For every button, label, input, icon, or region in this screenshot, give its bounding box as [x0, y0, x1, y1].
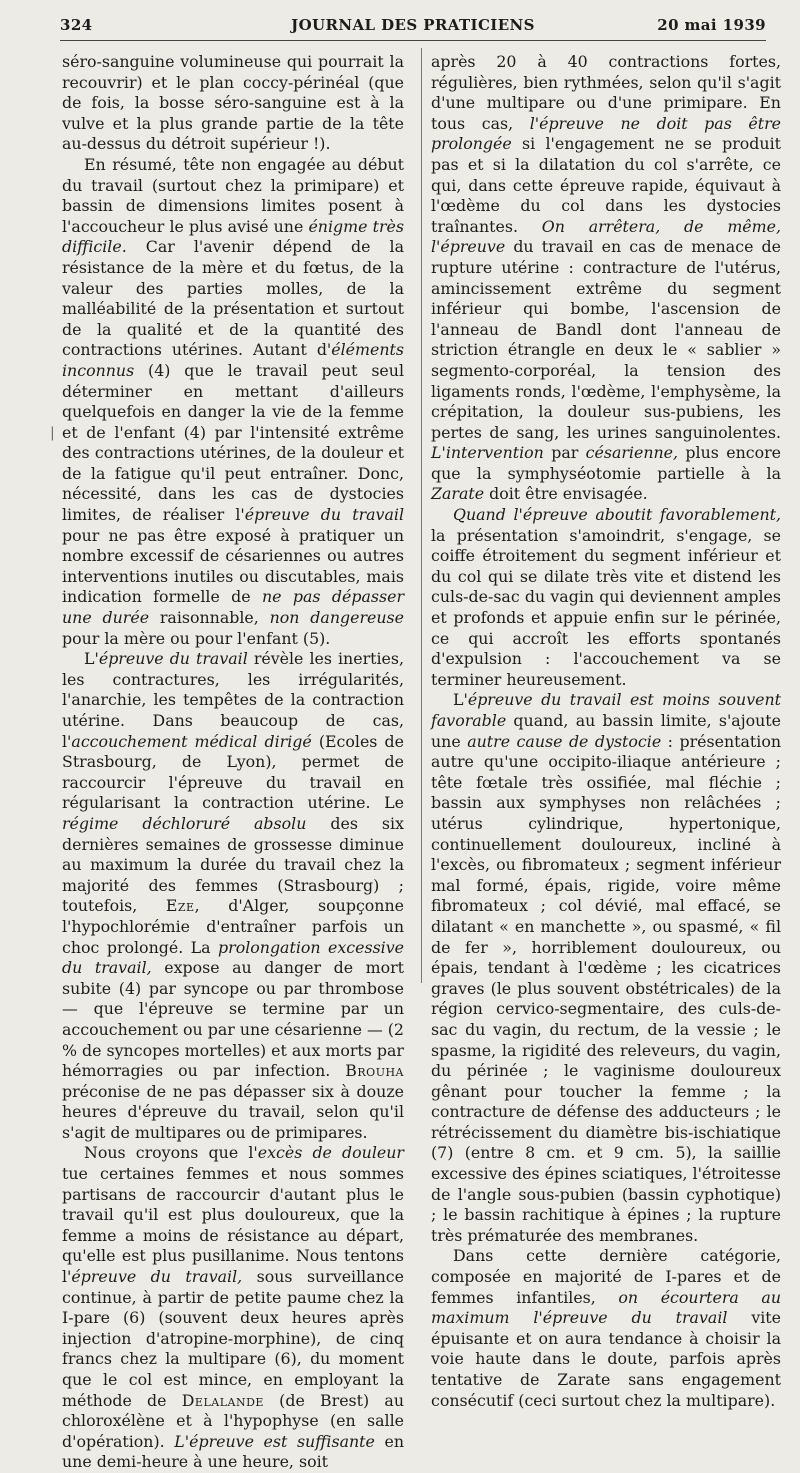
header-rule — [60, 40, 766, 41]
right-paragraph — [431, 690, 781, 1246]
author-name: Brouha — [345, 1061, 404, 1081]
right-paragraph — [431, 1246, 781, 1411]
italic-text: régime déchloruré absolu — [62, 813, 307, 833]
text-run: (Ecoles de Strasbourg, de Lyon), permet de raccourcir l'épreuve du travail en régularisant la contraction utérine. Le — [62, 731, 404, 813]
italic-text: excès de douleur — [257, 1143, 404, 1163]
text-run: sous surveillance continue, à partir de petite paume chez la I-pare (6) (souvent deux heures après injection d'atropine-morphine), de cinq francs chez la multipare (6), du moment que le col est mince, en employant la méthode de — [62, 1267, 404, 1410]
italic-text: énigme très difficile. — [62, 216, 404, 257]
italic-text: Quand l'épreuve aboutit favorablement, — [453, 505, 781, 525]
right-paragraph — [431, 505, 781, 690]
text-run: doit être envisagée. — [484, 484, 648, 504]
italic-text: non dangereuse — [269, 608, 404, 628]
italic-text: prolongation excessive du travail, — [62, 937, 404, 978]
italic-text: on écourtera au maximum l'épreuve du travail — [431, 1287, 782, 1328]
text-run: des six dernières semaines de grossesse diminue au maximum la durée du travail chez la majorité des femmes (Strasbourg) ; toutefois, — [62, 813, 404, 916]
text-run: raisonnable, — [149, 608, 270, 628]
text-run: en une demi-heure à une heure, soit — [62, 1431, 405, 1472]
journal-title: JOURNAL DES PRATICIENS — [291, 16, 535, 34]
text-run: vite épuisante et on aura tendance à choisir la voie haute dans le doute, parfois après tentative de Zarate sans engagement consécutif (ceci surtout chez la multipare). — [431, 1308, 781, 1410]
left-paragraph — [62, 1143, 404, 1473]
text-run: expose au danger de mort subite (4) par syncope ou par thrombose — que l'épreuve se termine par un accouchement ou par une césarienne — (2 % de syncopes mortelles) et aux morts par hémorragies ou par infection. — [62, 958, 405, 1081]
italic-text: ne pas dépasser une durée — [62, 587, 404, 628]
italic-text: autre cause de dystocie — [467, 731, 662, 751]
italic-text: épreuve du travail — [244, 505, 404, 525]
italic-text: L'épreuve est suffisante — [174, 1431, 375, 1451]
text-run: pour ne pas être exposé à pratiquer un nombre excessif de césariennes ou autres interventions inutiles ou discutables, mais indication formelle de — [62, 525, 404, 607]
italic-text: épreuve du travail — [98, 649, 248, 669]
text-run: la présentation s'amoindrit, s'engage, se coiffe étroitement du segment inférieur et du col qui se dilate très vite et distend les culs-de-sac du vagin qui deviennent amples et profonds et appuie enfin sur le périnée, ce qui accroît les efforts spontanés d'expulsion : l'accouchement va se terminer heureusement. — [431, 525, 781, 689]
right-paragraph — [431, 52, 781, 505]
author-name: Eze — [165, 896, 195, 916]
left-paragraph — [62, 649, 404, 1143]
margin-mark: | — [50, 425, 55, 441]
text-run: Car l'avenir dépend de la résistance de la mère et du fœtus, de la valeur des parties molles, de la malléabilité de la présentation et surtout de la qualité et de la quantité des contractions utérines. Autant d' — [62, 237, 404, 360]
text-run: (de Brest) au chloroxélène et à l'hypophyse (en salle d'opération). — [62, 1390, 404, 1451]
text-run: du travail en cas de menace de rupture utérine : contracture de l'utérus, amincissement extrême du segment inférieur qui bombe, l'ascension de l'anneau de Bandl dont l'anneau de striction étrangle en deux le « sablier » segmento-corporéal, la tension des ligaments ronds, l'œdème, l'emphysème, la crépitation, la douleur sus-pubiens, les pertes de sang, les urines sanguinolentes. — [431, 237, 781, 442]
text-run: En résumé, tête non engagée au début du travail (surtout chez la primipare) et bassin de dimensions limites posent à l'accoucheur le plus avisé une — [62, 154, 404, 236]
italic-text: césarienne, — [585, 443, 679, 463]
text-run: révèle les inerties, les contractures, les irrégularités, l'anarchie, les tempêtes de la contraction utérine. Dans beaucoup de cas, l' — [62, 649, 405, 751]
text-run: pour la mère ou pour l'enfant (5). — [62, 628, 331, 648]
text-run: Dans cette dernière catégorie, composée en majorité de I-pares et de femmes infantiles, — [431, 1246, 781, 1307]
italic-text: On arrêtera, de même, l'épreuve — [431, 216, 781, 257]
text-run: L' — [453, 690, 468, 710]
italic-text: accouchement médical dirigé — [71, 731, 312, 751]
italic-text: L'intervention — [431, 443, 544, 463]
text-run: si l'engagement ne se produit pas et si la dilatation du col s'arrête, ce qui, dans cette épreuve rapide, équivaut à l'œdème du col dans les dystocies traînantes. — [431, 134, 781, 236]
column-divider — [421, 48, 422, 983]
page-number: 324 — [60, 16, 93, 34]
italic-text: éléments inconnus — [62, 340, 404, 380]
left-paragraph — [62, 155, 404, 649]
text-run: (4) que le travail peut seul déterminer en mettant d'ailleurs quelquefois en danger la vie de la femme et de l'enfant (4) par l'intensité extrême des contractions utérines, de la douleur et de la fatigue qu'il peut entraîner. Donc, nécessité, dans les cas de dystocies limites, de réaliser l' — [62, 360, 404, 525]
right-column — [431, 52, 781, 1411]
running-header — [60, 16, 766, 38]
text-run: , d'Alger, soupçonne l'hypochlorémie d'entraîner parfois un choc prolongé. La — [62, 896, 404, 957]
text-run: après 20 à 40 contractions fortes, régulières, bien rythmées, selon qu'il s'agit d'une multipare ou d'une primipare. En tous cas, — [431, 52, 781, 133]
text-run: L' — [84, 649, 99, 669]
author-name: Delalande — [181, 1390, 264, 1410]
left-column — [62, 52, 404, 1473]
text-run: préconise de ne pas dépasser six à douze heures d'épreuve du travail, selon qu'il s'agit de multipares ou de primipares. — [62, 1081, 404, 1142]
italic-text: Zarate — [431, 484, 485, 504]
italic-text: épreuve du travail est moins souvent favorable — [431, 690, 781, 730]
italic-text: épreuve du travail, — [71, 1267, 243, 1287]
issue-date: 20 mai 1939 — [657, 16, 766, 34]
text-run: par — [543, 443, 586, 463]
left-paragraph — [62, 52, 404, 155]
italic-text: l'épreuve ne doit pas être prolongée — [431, 113, 781, 154]
text-run: quand, au bassin limite, s'ajoute une — [431, 711, 781, 751]
text-run: séro-sanguine volumineuse qui pourrait la recouvrir) et le plan coccy-périnéal (que de fois, la bosse séro-sanguine est à la vulve et la plus grande partie de la tête au-dessus du détroit supérieur !). — [62, 52, 404, 154]
text-run: plus encore que la symphyséotomie partielle à la — [431, 443, 781, 483]
text-run: Nous croyons que l' — [84, 1143, 258, 1163]
text-run: : présentation autre qu'une occipito-iliaque antérieure ; tête fœtale très ossifiée, mal fléchie ; bassin aux symphyses non relâchées ; utérus cylindrique, hypertonique, continuellement douloureux, incliné à l'excès, ou fibromateux ; segment inférieur mal formé, épais, rigide, voire même fibromateux ; col dévié, mal effacé, se dilatant « en manchette », ou spasmé, « fil de fer », horriblement douloureux, ou épais, tendant à l'œdème ; les cicatrices graves (le plus souvent obstétricales) de la région cervico-segmentaire, des culs-de-sac du vagin, du rectum, de la vessie ; le spasme, la rigidité des releveurs, du vagin, du périnée ; le vaginisme douloureux gênant pour toucher la femme ; la contracture de défense des adducteurs ; le rétrécissement du diamètre bis-ischiatique (7) (entre 8 cm. et 9 cm. 5), la saillie excessive des épines sciatiques, l'étroitesse de l'angle sous-pubien (bassin cyphotique) ; le bassin rachitique à épines ; la rupture très prématurée des membranes. — [431, 731, 781, 1245]
text-run: tue certaines femmes et nous sommes partisans de raccourcir d'autant plus le travail qu'il est plus douloureux, que la femme a moins de résistance au départ, qu'elle est plus pusillanime. Nous tentons l' — [62, 1164, 404, 1287]
